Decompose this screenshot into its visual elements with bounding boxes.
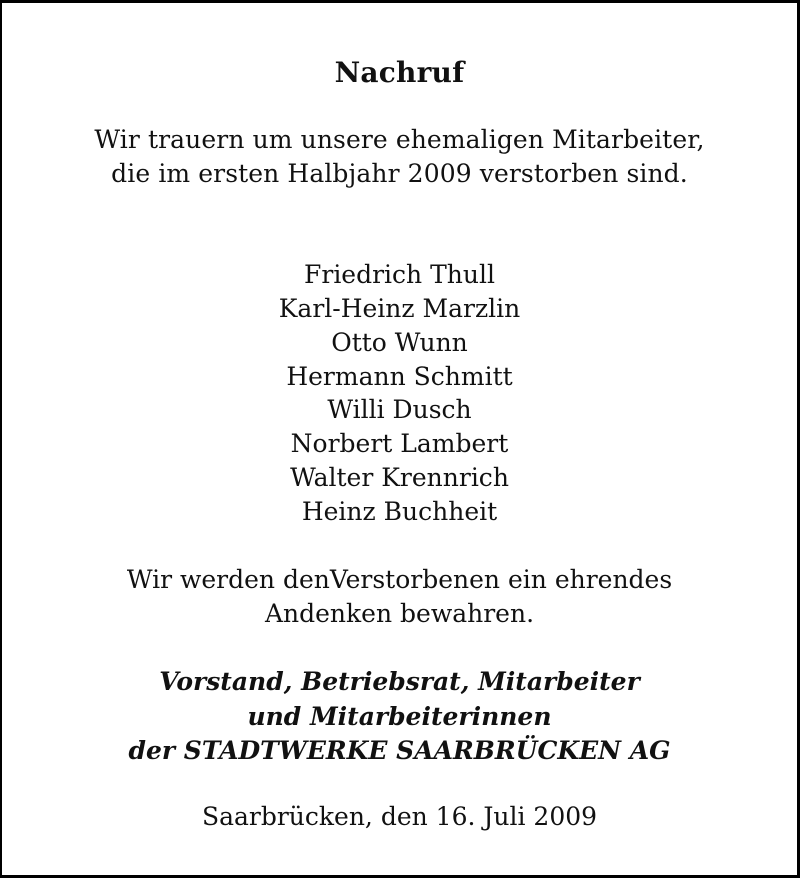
deceased-name: Norbert Lambert [290, 429, 509, 458]
closing-line-1: Wir werden denVerstorbenen ein ehrendes [126, 565, 673, 594]
deceased-name: Otto Wunn [331, 328, 468, 357]
closing-line-2: Andenken bewahren. [264, 599, 535, 628]
signature-line-1: Vorstand, Betriebsrat, Mitarbeiter [159, 667, 640, 696]
place-date: Saarbrücken, den 16. Juli 2009 [201, 802, 598, 831]
intro-line-1: Wir trauern um unsere ehemaligen Mitarbeiter, [94, 125, 705, 154]
deceased-name: Walter Krennrich [290, 463, 509, 492]
intro-line-2: die im ersten Halbjahr 2009 verstorben sind. [111, 159, 688, 188]
signature-line-3: der STADTWERKE SAARBRÜCKEN AG [128, 736, 671, 765]
deceased-name: Heinz Buchheit [301, 497, 498, 526]
deceased-name: Willi Dusch [327, 395, 472, 424]
deceased-name: Friedrich Thull [304, 260, 495, 289]
signature-line-2: und Mitarbeiterinnen [247, 702, 552, 731]
deceased-name: Hermann Schmitt [286, 362, 513, 391]
notice-title: Nachruf [334, 56, 465, 89]
deceased-name: Karl-Heinz Marzlin [278, 294, 521, 323]
